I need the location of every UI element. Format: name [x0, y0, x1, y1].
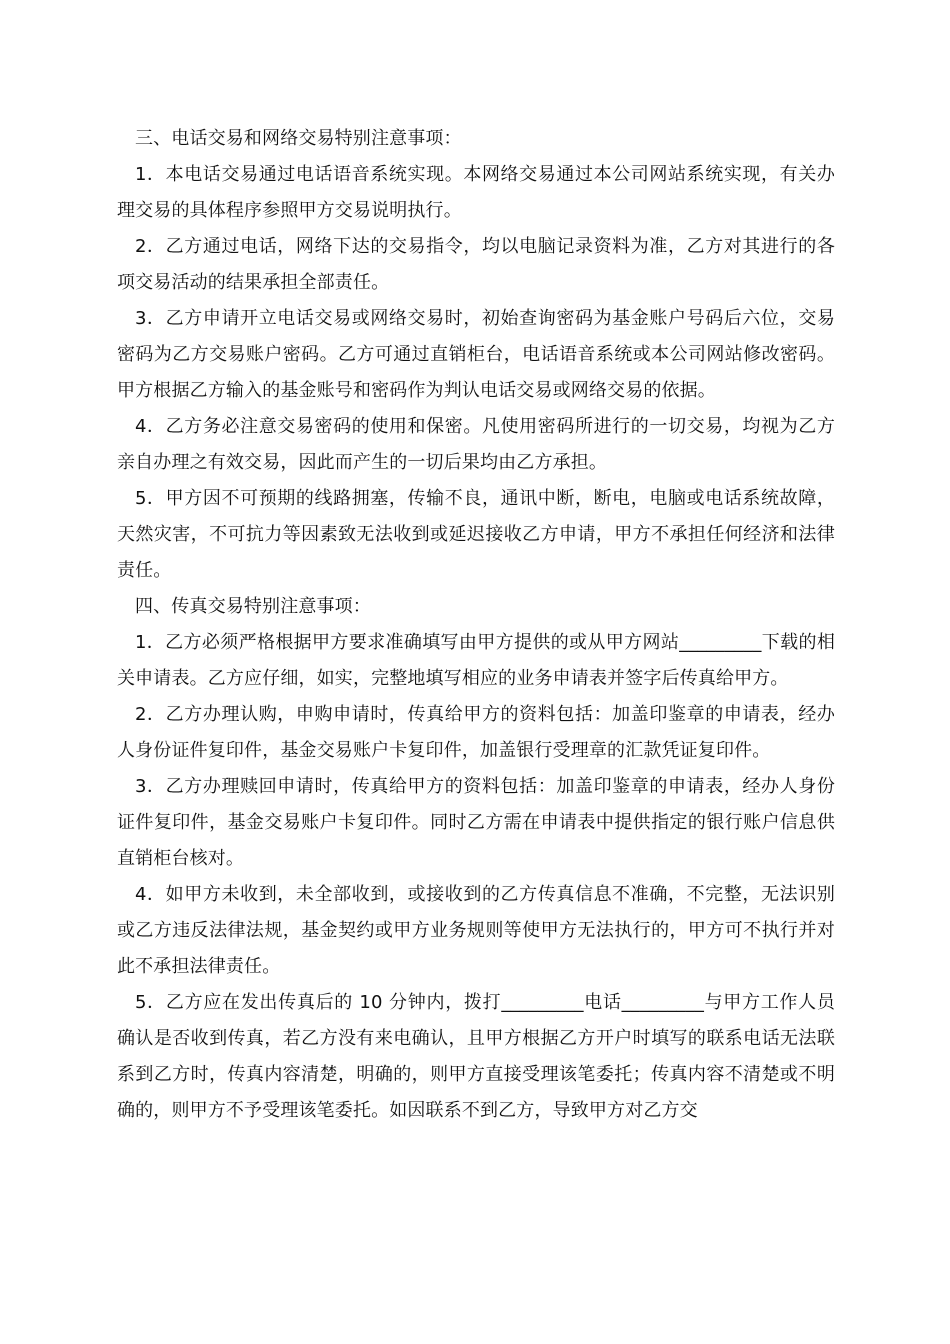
clause-4: 4．乙方务必注意交易密码的使用和保密。凡使用密码所进行的一切交易，均视为乙方亲自办理之有效交易，因此而产生的一切后果均由乙方承担。	[117, 416, 835, 473]
clause-1: 1．乙方必须严格根据甲方要求准确填写由甲方提供的或从甲方网站_________下载的相关申请表。乙方应仔细，如实，完整地填写相应的业务申请表并签字后传真给甲方。	[117, 632, 835, 689]
section-heading: 四、传真交易特别注意事项：	[135, 596, 371, 617]
clause-4: 4．如甲方未收到，未全部收到，或接收到的乙方传真信息不准确，不完整，无法识别或乙方违反法律法规，基金契约或甲方业务规则等使甲方无法执行的，甲方可不执行并对此不承担法律责任。	[117, 884, 835, 977]
clause-3: 3．乙方申请开立电话交易或网络交易时，初始查询密码为基金账户号码后六位，交易密码为乙方交易账户密码。乙方可通过直销柜台，电话语音系统或本公司网站修改密码。甲方根据乙方输入的基金账号和密码作为判认电话交易或网络交易的依据。	[117, 308, 835, 401]
clause-1: 1．本电话交易通过电话语音系统实现。本网络交易通过本公司网站系统实现，有关办理交易的具体程序参照甲方交易说明执行。	[117, 164, 835, 221]
clause-5: 5．甲方因不可预期的线路拥塞，传输不良，通讯中断，断电，电脑或电话系统故障，天然灾害，不可抗力等因素致无法收到或延迟接收乙方申请，甲方不承担任何经济和法律责任。	[117, 488, 835, 581]
section-fax-trading	[117, 589, 835, 1129]
section-phone-and-online-trading	[117, 121, 835, 589]
section-heading: 三、电话交易和网络交易特别注意事项：	[135, 128, 462, 149]
document-page	[117, 121, 835, 1129]
clause-3: 3．乙方办理赎回申请时，传真给甲方的资料包括：加盖印鉴章的申请表，经办人身份证件复印件，基金交易账户卡复印件。同时乙方需在申请表中提供指定的银行账户信息供直销柜台核对。	[117, 776, 835, 869]
clause-5: 5．乙方应在发出传真后的 10 分钟内，拨打_________电话_________与甲方工作人员确认是否收到传真，若乙方没有来电确认，且甲方根据乙方开户时填写的联系电话无法联系到乙方时，传真内容清楚，明确的，则甲方直接受理该笔委托；传真内容不清楚或不明确的，则甲方不予受理该笔委托。如因联系不到乙方，导致甲方对乙方交	[117, 992, 835, 1121]
clause-2: 2．乙方办理认购，申购申请时，传真给甲方的资料包括：加盖印鉴章的申请表，经办人身份证件复印件，基金交易账户卡复印件，加盖银行受理章的汇款凭证复印件。	[117, 704, 835, 761]
clause-2: 2．乙方通过电话，网络下达的交易指令，均以电脑记录资料为准，乙方对其进行的各项交易活动的结果承担全部责任。	[117, 236, 835, 293]
